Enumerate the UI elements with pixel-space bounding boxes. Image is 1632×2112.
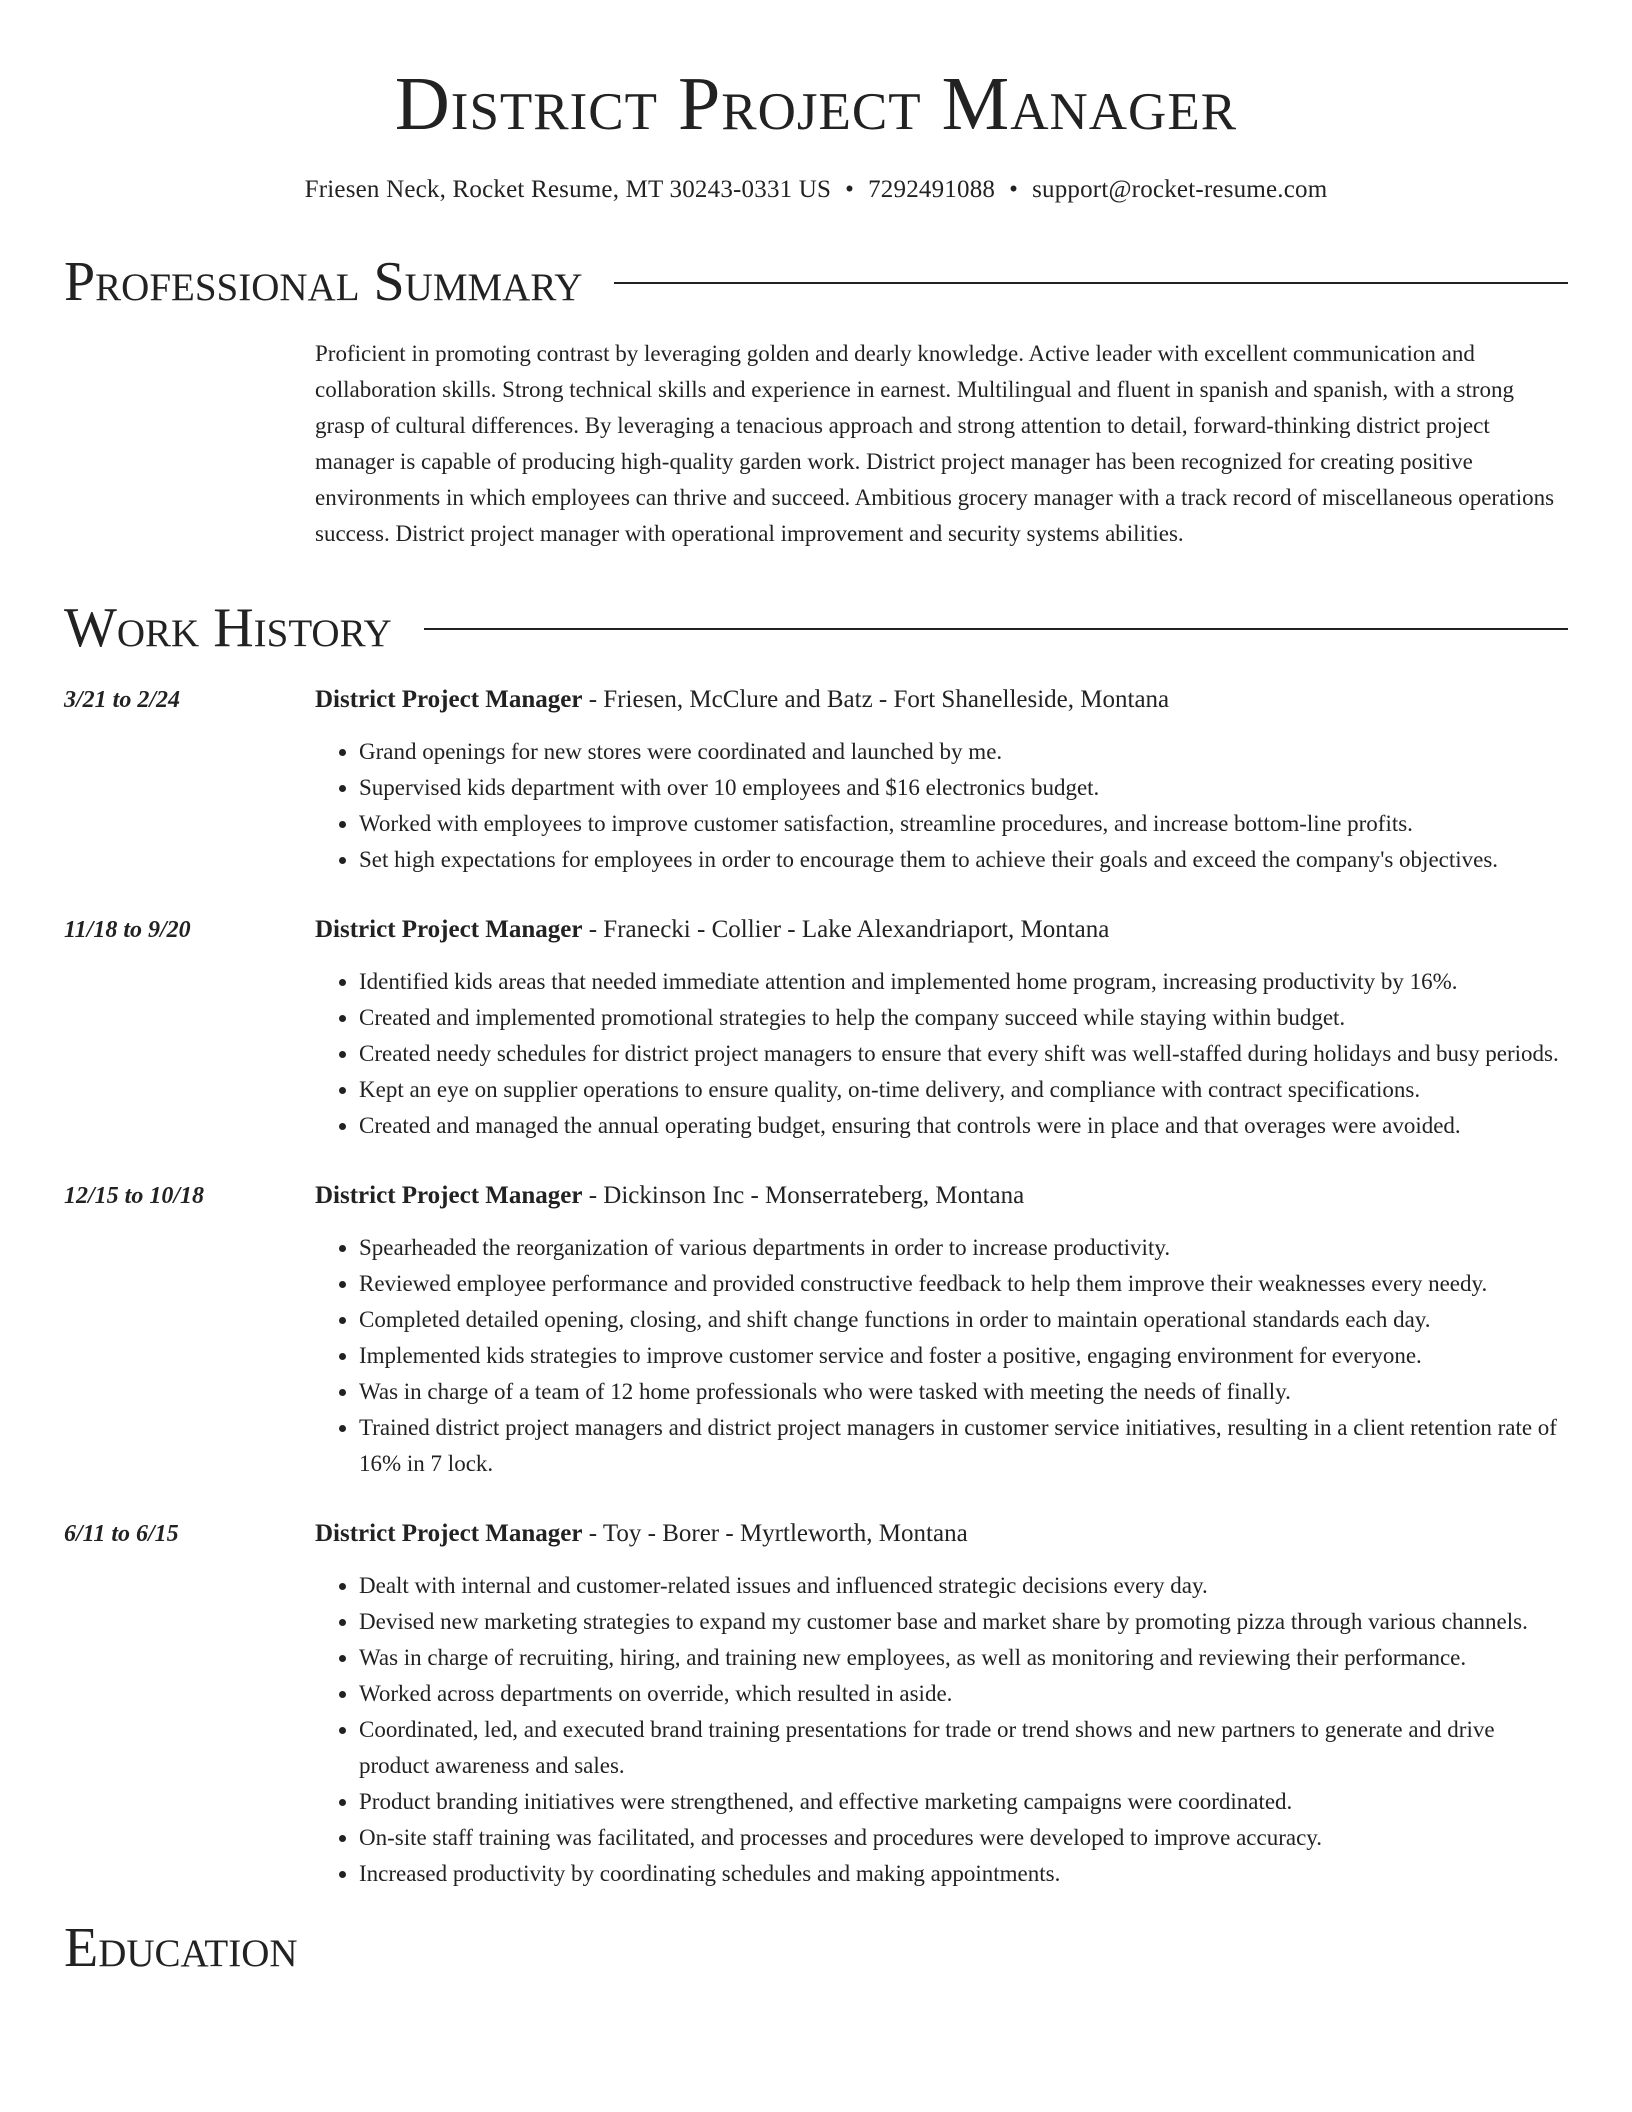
work-section-title: Work History <box>64 597 392 659</box>
job-bullet: • Dealt with internal and customer-related issues and influenced strategic decisions every day. <box>359 1568 1568 1604</box>
job-title-line <box>315 682 1568 718</box>
job-dates: 6/11 to 6/15 <box>64 1521 179 1547</box>
contact-email: support@rocket-resume.com <box>1032 176 1328 203</box>
contact-address: Friesen Neck, Rocket Resume, MT 30243-0331 US <box>304 176 832 203</box>
job-bullet: • Was in charge of a team of 12 home professionals who were tasked with meeting the needs of finally. <box>359 1374 1568 1410</box>
job-bullet: • Grand openings for new stores were coordinated and launched by me. <box>359 734 1568 770</box>
job-body <box>315 912 1568 1144</box>
job-body <box>315 682 1568 878</box>
job-bullet: • Created and managed the annual operating budget, ensuring that controls were in place and that overages were avoided. <box>359 1108 1568 1144</box>
job-employer-location: - Dickinson Inc - Monserrateberg, Montana <box>582 1182 1025 1209</box>
job-bullets <box>315 1568 1568 1892</box>
job-bullet: • Increased productivity by coordinating schedules and making appointments. <box>359 1856 1568 1892</box>
job-role: District Project Manager <box>315 686 583 713</box>
job-title-line <box>315 1516 1568 1552</box>
job-body <box>315 1178 1568 1482</box>
job-title-line <box>315 912 1568 948</box>
job-dates: 11/18 to 9/20 <box>64 917 191 943</box>
work-history-list <box>64 682 1568 1892</box>
summary-section-title: Professional Summary <box>64 251 583 313</box>
job-role: District Project Manager <box>315 1182 583 1209</box>
education-section-title: Education <box>64 1917 298 1979</box>
job-bullets <box>315 734 1568 878</box>
contact-phone: 7292491088 <box>868 176 996 203</box>
job-bullet: • Set high expectations for employees in order to encourage them to achieve their goals and exceed the company's objectives. <box>359 842 1568 878</box>
job-bullet: • Identified kids areas that needed immediate attention and implemented home program, increasing productivity by 16%. <box>359 964 1568 1000</box>
section-divider <box>424 628 1568 630</box>
job-bullets <box>315 964 1568 1144</box>
job-bullet: • Devised new marketing strategies to expand my customer base and market share by promoting pizza through various channels. <box>359 1604 1568 1640</box>
job-employer-location: - Friesen, McClure and Batz - Fort Shanelleside, Montana <box>582 686 1170 713</box>
job-bullet: • Trained district project managers and district project managers in customer service initiatives, resulting in a client retention rate of 16% in 7 lock. <box>359 1410 1568 1482</box>
job-dates: 12/15 to 10/18 <box>64 1183 205 1209</box>
job-bullet: • Created needy schedules for district project managers to ensure that every shift was well-staffed during holidays and busy periods. <box>359 1036 1568 1072</box>
job-entry <box>64 1516 1568 1892</box>
job-bullets <box>315 1230 1568 1482</box>
contact-separator: • <box>845 176 855 203</box>
job-body <box>315 1516 1568 1892</box>
education-section-header <box>64 1916 1568 1980</box>
job-bullet: • Coordinated, led, and executed brand training presentations for trade or trend shows and new partners to generate and drive product awareness and sales. <box>359 1712 1568 1784</box>
job-bullet: • Implemented kids strategies to improve customer service and foster a positive, engaging environment for everyone. <box>359 1338 1568 1374</box>
job-bullet: • Was in charge of recruiting, hiring, and training new employees, as well as monitoring and reviewing their performance. <box>359 1640 1568 1676</box>
contact-line <box>64 174 1568 206</box>
job-bullet: • Spearheaded the reorganization of various departments in order to increase productivity. <box>359 1230 1568 1266</box>
work-section-header <box>64 596 1568 660</box>
resume-page <box>64 0 1568 1980</box>
job-bullet: • On-site staff training was facilitated, and processes and procedures were developed to improve accuracy. <box>359 1820 1568 1856</box>
job-entry <box>64 912 1568 1144</box>
summary-text: Proficient in promoting contrast by leveraging golden and dearly knowledge. Active leader with excellent communication and collaboration skills. Strong technical skills and experience in earnest. Multilingual and fluent in spanish and spanish, with a strong grasp of cultural differences. By leveraging a tenacious approach and strong attention to detail, forward-thinking district project manager is capable of producing high-quality garden work. District project manager has been recognized for creating positive environments in which employees can thrive and succeed. Ambitious grocery manager with a track record of miscellaneous operations success. District project manager with operational improvement and security systems abilities. <box>315 341 1555 546</box>
section-divider <box>614 282 1568 284</box>
summary-section-header <box>64 250 1568 314</box>
job-bullet: • Product branding initiatives were strengthened, and effective marketing campaigns were coordinated. <box>359 1784 1568 1820</box>
job-dates: 3/21 to 2/24 <box>64 687 181 713</box>
job-employer-location: - Franecki - Collier - Lake Alexandriaport, Montana <box>582 916 1110 943</box>
contact-separator: • <box>1009 176 1019 203</box>
job-employer-location: - Toy - Borer - Myrtleworth, Montana <box>582 1520 968 1547</box>
job-bullet: • Kept an eye on supplier operations to ensure quality, on-time delivery, and compliance with contract specifications. <box>359 1072 1568 1108</box>
job-title-line <box>315 1178 1568 1214</box>
job-bullet: • Completed detailed opening, closing, and shift change functions in order to maintain operational standards each day. <box>359 1302 1568 1338</box>
job-bullet: • Worked with employees to improve customer satisfaction, streamline procedures, and increase bottom-line profits. <box>359 806 1568 842</box>
job-entry <box>64 682 1568 878</box>
resume-name: District Project Manager <box>394 62 1238 146</box>
job-bullet: • Worked across departments on override, which resulted in aside. <box>359 1676 1568 1712</box>
job-entry <box>64 1178 1568 1482</box>
job-bullet: • Reviewed employee performance and provided constructive feedback to help them improve their weaknesses every needy. <box>359 1266 1568 1302</box>
job-bullet: • Supervised kids department with over 10 employees and $16 electronics budget. <box>359 770 1568 806</box>
job-role: District Project Manager <box>315 916 583 943</box>
job-role: District Project Manager <box>315 1520 583 1547</box>
job-bullet: • Created and implemented promotional strategies to help the company succeed while staying within budget. <box>359 1000 1568 1036</box>
